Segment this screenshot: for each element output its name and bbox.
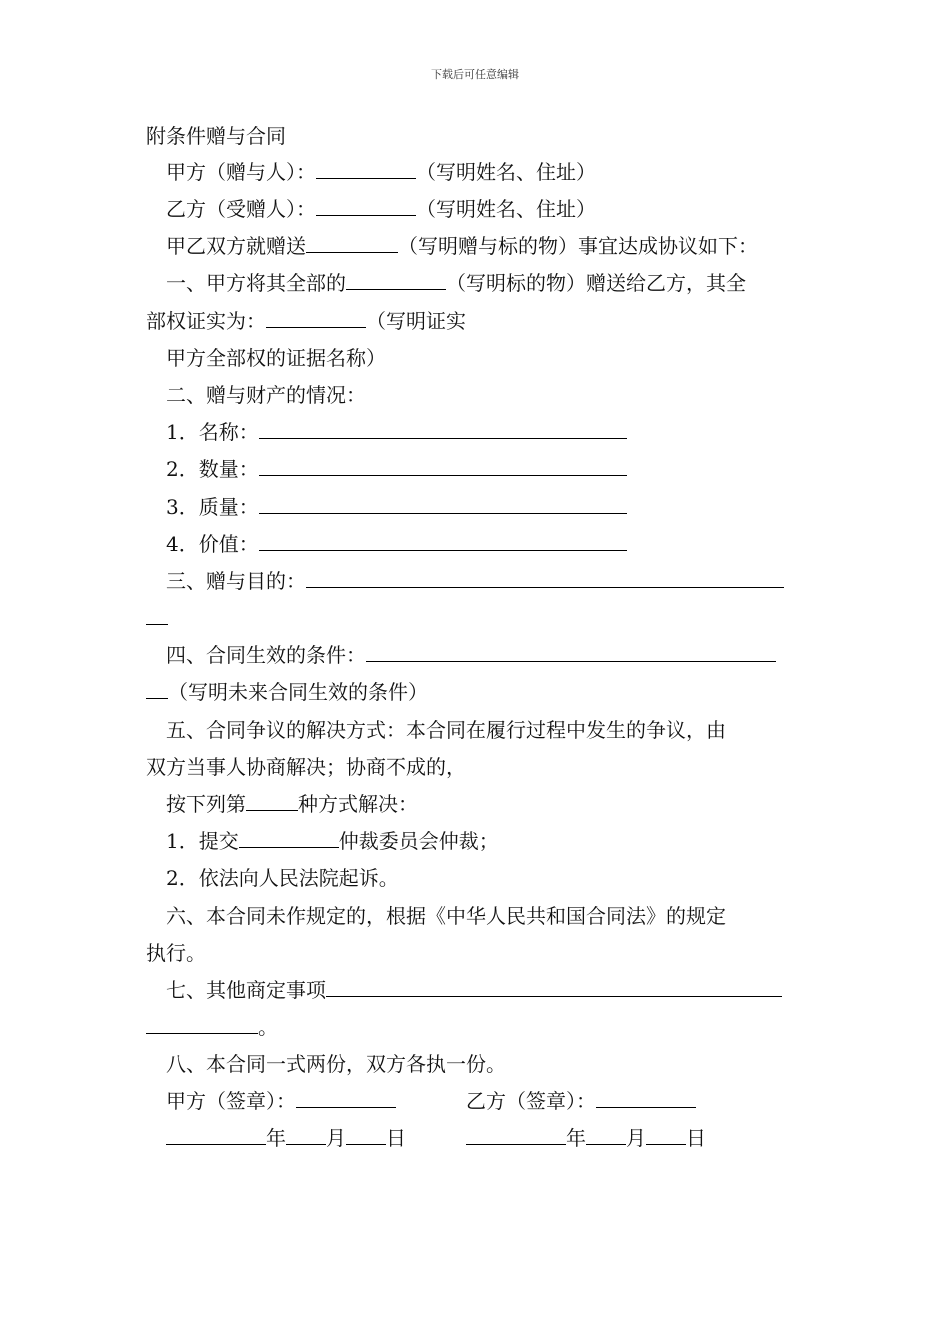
option1-pre: 1．提交 bbox=[166, 829, 239, 853]
month-label: 月 bbox=[326, 1126, 346, 1150]
clause5-option1 bbox=[166, 829, 499, 853]
party-a-day-blank[interactable] bbox=[346, 1126, 386, 1145]
clause7-line bbox=[166, 978, 782, 1002]
clause1-line2-pre: 部权证实为： bbox=[146, 309, 266, 333]
clause1-line2-post: （写明证实 bbox=[366, 309, 466, 333]
clause5-line1: 五、合同争议的解决方式：本合同在履行过程中发生的争议，由 bbox=[166, 718, 726, 742]
party-b-blank[interactable] bbox=[316, 197, 416, 216]
doc-title: 附条件赠与合同 bbox=[146, 124, 286, 148]
intro-post: （写明赠与标的物）事宜达成协议如下： bbox=[398, 234, 758, 258]
other-matters-blank[interactable] bbox=[326, 978, 782, 997]
clause3-line bbox=[166, 569, 784, 593]
year-label: 年 bbox=[266, 1126, 286, 1150]
arbitration-commission-blank[interactable] bbox=[239, 829, 339, 848]
clause6-line1: 六、本合同未作规定的，根据《中华人民共和国合同法》的规定 bbox=[166, 904, 726, 928]
property-name-blank[interactable] bbox=[259, 420, 627, 439]
party-a-line bbox=[166, 160, 596, 184]
sign-party-a-label: 甲方（签章）： bbox=[166, 1089, 296, 1113]
clause4-line2 bbox=[146, 680, 428, 704]
property-value-blank[interactable] bbox=[259, 532, 627, 551]
ownership-proof-blank[interactable] bbox=[266, 309, 366, 328]
property-name-line bbox=[166, 420, 627, 444]
clause3-continuation bbox=[146, 606, 168, 630]
gift-purpose-blank[interactable] bbox=[306, 569, 784, 588]
gift-purpose-blank-cont[interactable] bbox=[146, 606, 168, 625]
property-value-label: 4．价值： bbox=[166, 532, 259, 556]
property-value-line bbox=[166, 532, 627, 556]
clause2-title: 二、赠与财产的情况： bbox=[166, 383, 366, 407]
clause1-line1 bbox=[166, 271, 746, 295]
property-quality-blank[interactable] bbox=[259, 495, 627, 514]
clause7-line2 bbox=[146, 1015, 278, 1039]
intro-line bbox=[166, 234, 758, 258]
property-quality-line bbox=[166, 495, 627, 519]
clause1-post: （写明标的物）赠送给乙方，其全 bbox=[446, 271, 746, 295]
clause5-line2: 双方当事人协商解决；协商不成的， bbox=[146, 755, 466, 779]
clause1-line3: 甲方全部权的证据名称） bbox=[166, 346, 386, 370]
gift-subject-blank[interactable] bbox=[306, 234, 398, 253]
other-matters-blank-cont[interactable] bbox=[146, 1015, 258, 1034]
effect-condition-blank[interactable] bbox=[366, 643, 776, 662]
party-b-signature-blank[interactable] bbox=[596, 1089, 696, 1108]
party-b-line bbox=[166, 197, 596, 221]
clause4-line bbox=[166, 643, 776, 667]
option1-post: 仲裁委员会仲裁； bbox=[338, 829, 499, 853]
page-header: 下载后可任意编辑 bbox=[431, 68, 519, 81]
clause5-line3-post: 种方式解决： bbox=[298, 792, 418, 816]
clause7-label: 七、其他商定事项 bbox=[166, 978, 326, 1002]
sign-party-a bbox=[166, 1089, 396, 1113]
effect-condition-blank-cont[interactable] bbox=[146, 680, 168, 699]
clause5-line3 bbox=[166, 792, 418, 816]
party-a-year-blank[interactable] bbox=[166, 1126, 266, 1145]
party-b-note: （写明姓名、住址） bbox=[416, 197, 596, 221]
party-a-month-blank[interactable] bbox=[286, 1126, 326, 1145]
party-a-blank[interactable] bbox=[316, 160, 416, 179]
day-label: 日 bbox=[686, 1126, 706, 1150]
clause6-line2: 执行。 bbox=[146, 941, 206, 965]
date-party-a bbox=[166, 1126, 406, 1150]
clause4-note: （写明未来合同生效的条件） bbox=[168, 680, 428, 704]
intro-pre: 甲乙双方就赠送 bbox=[166, 234, 306, 258]
month-label: 月 bbox=[626, 1126, 646, 1150]
clause3-label: 三、赠与目的： bbox=[166, 569, 306, 593]
clause1-pre: 一、甲方将其全部的 bbox=[166, 271, 346, 295]
gift-object-blank[interactable] bbox=[346, 271, 446, 290]
property-name-label: 1．名称： bbox=[166, 420, 259, 444]
party-b-year-blank[interactable] bbox=[466, 1126, 566, 1145]
party-a-label: 甲方（赠与人）： bbox=[166, 160, 316, 184]
property-quantity-label: 2．数量： bbox=[166, 457, 259, 481]
clause5-line3-pre: 按下列第 bbox=[166, 792, 246, 816]
property-quantity-line bbox=[166, 457, 627, 481]
party-b-month-blank[interactable] bbox=[586, 1126, 626, 1145]
clause5-option2: 2．依法向人民法院起诉。 bbox=[166, 866, 399, 890]
party-a-note: （写明姓名、住址） bbox=[416, 160, 596, 184]
party-a-signature-blank[interactable] bbox=[296, 1089, 396, 1108]
party-b-day-blank[interactable] bbox=[646, 1126, 686, 1145]
year-label: 年 bbox=[566, 1126, 586, 1150]
property-quantity-blank[interactable] bbox=[259, 457, 627, 476]
date-party-b bbox=[466, 1126, 706, 1150]
clause1-line2 bbox=[146, 309, 466, 333]
day-label: 日 bbox=[386, 1126, 406, 1150]
sign-party-b-label: 乙方（签章）： bbox=[466, 1089, 596, 1113]
clause4-label: 四、合同生效的条件： bbox=[166, 643, 366, 667]
property-quality-label: 3．质量： bbox=[166, 495, 259, 519]
clause8-line: 八、本合同一式两份，双方各执一份。 bbox=[166, 1052, 506, 1076]
clause7-end: 。 bbox=[258, 1015, 278, 1039]
dispute-method-blank[interactable] bbox=[246, 792, 298, 811]
party-b-label: 乙方（受赠人）： bbox=[166, 197, 316, 221]
sign-party-b bbox=[466, 1089, 696, 1113]
